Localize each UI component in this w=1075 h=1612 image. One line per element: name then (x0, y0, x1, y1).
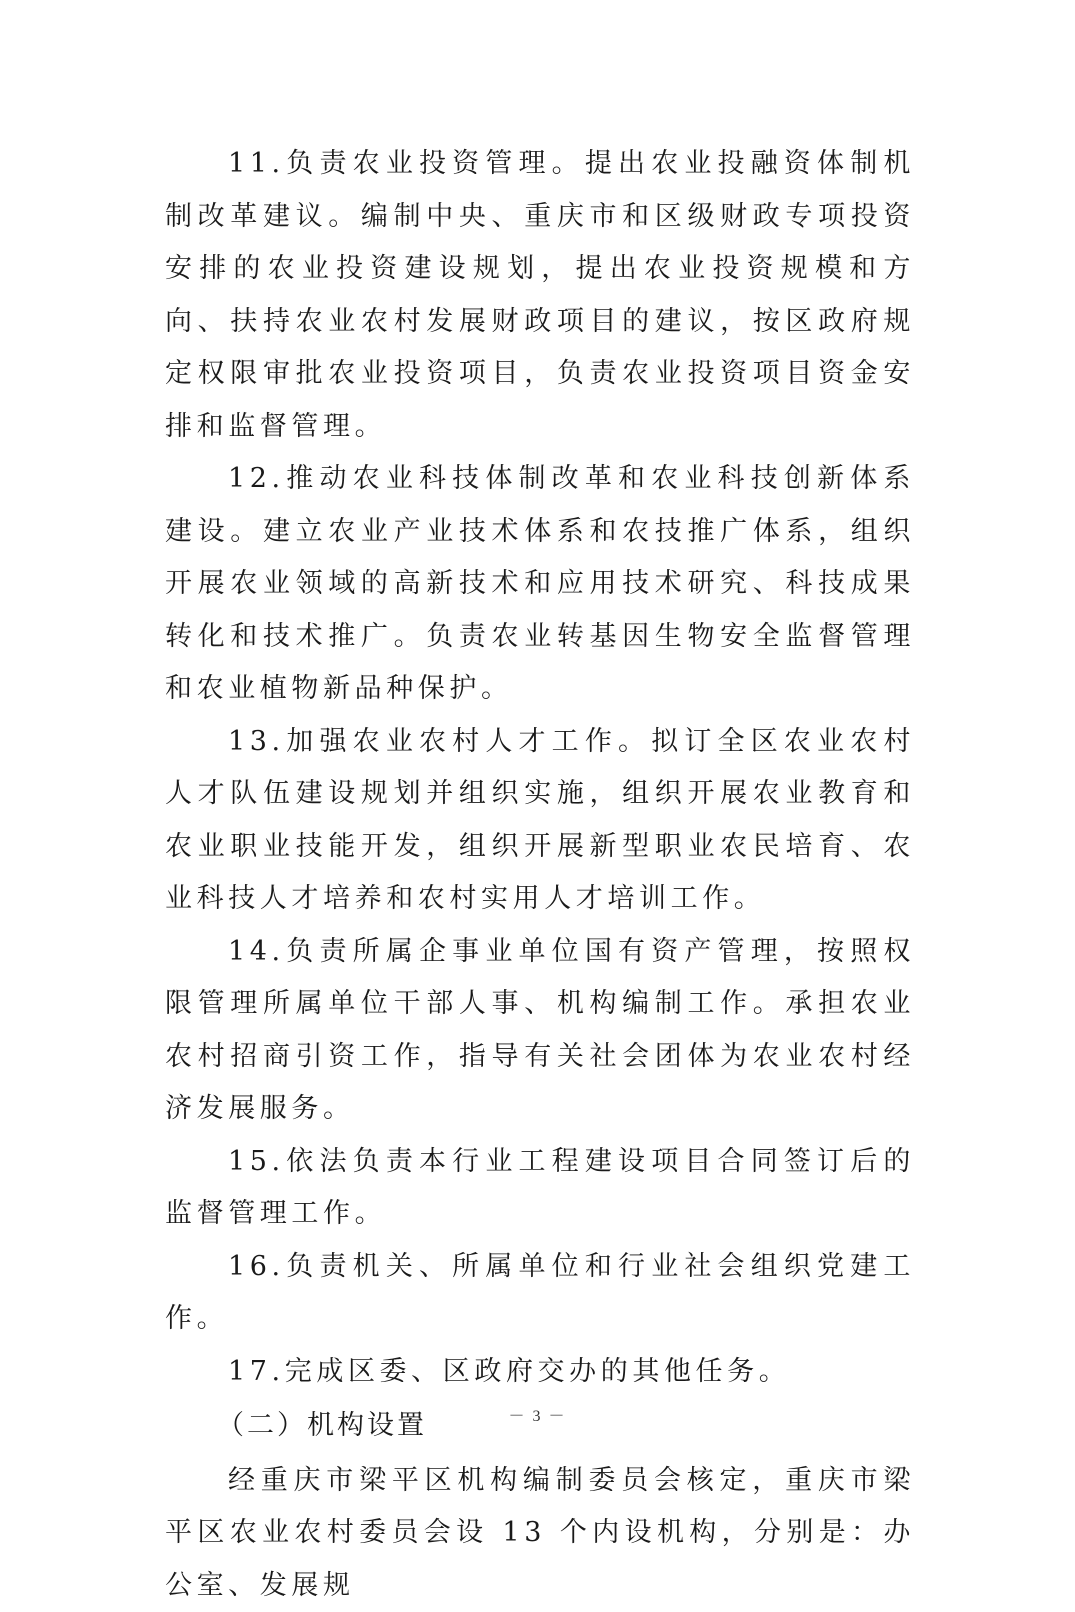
paragraph-item-14: 14.负责所属企事业单位国有资产管理，按照权限管理所属单位干部人事、机构编制工作。承担农业农村招商引资工作，指导有关社会团体为农业农村经济发展服务。 (165, 926, 915, 1136)
paragraph-item-16: 16.负责机关、所属单位和行业社会组织党建工作。 (165, 1241, 915, 1346)
section-heading: （二）机构设置 (165, 1400, 915, 1453)
paragraph-organization: 经重庆市梁平区机构编制委员会核定，重庆市梁平区农业农村委员会设 13 个内设机构，分别是：办公室、发展规 (165, 1455, 915, 1612)
paragraph-item-12: 12.推动农业科技体制改革和农业科技创新体系建设。建立农业产业技术体系和农技推广体系，组织开展农业领域的高新技术和应用技术研究、科技成果转化和技术推广。负责农业转基因生物安全监督管理和农业植物新品种保护。 (165, 453, 915, 716)
paragraph-item-17: 17.完成区委、区政府交办的其他任务。 (165, 1346, 915, 1399)
page-number: － 3 － (0, 1403, 1075, 1426)
paragraph-item-11: 11.负责农业投资管理。提出农业投融资体制机制改革建议。编制中央、重庆市和区级财政专项投资安排的农业投资建设规划，提出农业投资规模和方向、扶持农业农村发展财政项目的建议，按区政府规定权限审批农业投资项目，负责农业投资项目资金安排和监督管理。 (165, 138, 915, 453)
document-body (165, 138, 915, 1612)
paragraph-item-13: 13.加强农业农村人才工作。拟订全区农业农村人才队伍建设规划并组织实施，组织开展农业教育和农业职业技能开发，组织开展新型职业农民培育、农业科技人才培养和农村实用人才培训工作。 (165, 716, 915, 926)
paragraph-item-15: 15.依法负责本行业工程建设项目合同签订后的监督管理工作。 (165, 1136, 915, 1241)
